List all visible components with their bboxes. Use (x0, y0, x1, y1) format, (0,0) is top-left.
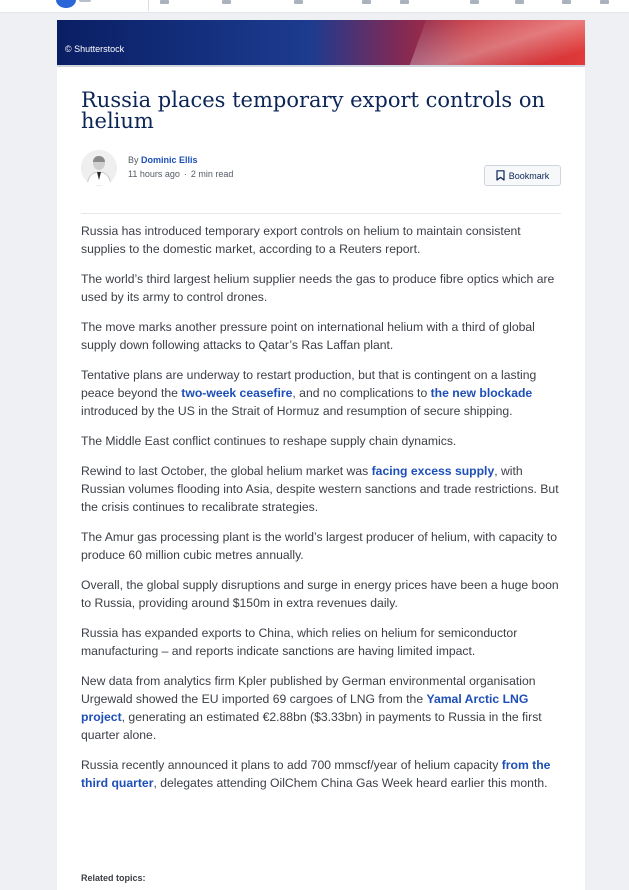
nav-icon[interactable] (160, 0, 169, 4)
related-topics-label: Related topics: (81, 873, 146, 883)
paragraph-text: The world’s third largest helium supplier needs the gas to produce fibre optics which are used by its army to control drones. (81, 272, 555, 304)
paragraph (81, 270, 561, 306)
paragraph-text: Overall, the global supply disruptions and surge in energy prices have been a huge boon to Russia, providing around $150m in extra revenues daily. (81, 578, 559, 610)
paragraph (81, 318, 561, 354)
author-avatar[interactable] (81, 150, 117, 186)
paragraph (81, 222, 561, 258)
hero-bottom-border (57, 65, 585, 67)
article-meta (128, 169, 233, 179)
link-ceasefire[interactable]: two-week ceasefire (181, 386, 293, 400)
nav-icon[interactable] (362, 0, 371, 4)
paragraph (81, 672, 561, 744)
paragraph (81, 756, 561, 792)
article-title: Russia places temporary export controls on helium (81, 88, 546, 133)
paragraph-text: Russia has expanded exports to China, which relies on helium for semiconductor manufacturing – and reports indicate sanctions are having limited impact. (81, 626, 518, 658)
paragraph (81, 576, 561, 612)
site-logo-wordmark (79, 0, 91, 2)
paragraph-text: The Middle East conflict continues to reshape supply chain dynamics. (81, 434, 457, 448)
paragraph-text: Russia recently announced it plans to add 700 mmscf/year of helium capacity (81, 758, 502, 772)
paragraph (81, 366, 561, 420)
link-new-blockade[interactable]: the new blockade (430, 386, 533, 400)
byline-prefix: By (128, 155, 139, 165)
read-time: 2 min read (190, 169, 234, 179)
top-navigation-bar (0, 0, 629, 13)
paragraph-text: , and no complications to (292, 386, 431, 400)
image-credit: © Shutterstock (65, 44, 125, 54)
link-third-quarter[interactable]: from the third quarter (81, 758, 551, 790)
paragraph-text: Tentative plans are underway to restart production, but that is contingent on a lasting peace beyond the (81, 368, 537, 400)
bookmark-label: Bookmark (508, 170, 550, 181)
paragraph-text: , with Russian volumes flooding into Asia, despite western sanctions and trade restrictions. But the crisis continues to recalibrate strategies. (81, 464, 559, 514)
paragraph (81, 462, 561, 516)
nav-icon[interactable] (222, 0, 231, 4)
nav-icon[interactable] (600, 0, 609, 4)
paragraph-text: , delegates attending OilChem China Gas Week heard earlier this month. (153, 776, 548, 790)
nav-icon[interactable] (515, 0, 524, 4)
author-link[interactable]: Dominic Ellis (141, 155, 198, 165)
nav-icon[interactable] (400, 0, 409, 4)
paragraph-text: Rewind to last October, the global helium market was (81, 464, 372, 478)
bookmark-button[interactable] (484, 165, 561, 186)
paragraph-text: The move marks another pressure point on international helium with a third of global supply down following attacks to Qatar’s Ras Laffan plant. (81, 320, 535, 352)
article-card (57, 20, 585, 890)
paragraph-text: Russia has introduced temporary export controls on helium to maintain consistent supplies to the domestic market, according to a Reuters report. (81, 224, 521, 256)
paragraph-text: introduced by the US in the Strait of Hormuz and resumption of secure shipping. (81, 404, 513, 418)
bookmark-icon (496, 170, 505, 181)
nav-icon[interactable] (470, 0, 479, 4)
nav-icon[interactable] (294, 0, 303, 4)
person-icon (81, 150, 117, 186)
nav-icon[interactable] (562, 0, 571, 4)
hero-flag-stripe (404, 20, 585, 65)
byline (128, 155, 198, 165)
meta-separator: · (183, 169, 187, 179)
paragraph (81, 432, 561, 450)
article-body (81, 222, 561, 804)
hero-image (57, 20, 585, 65)
paragraph-text: , generating an estimated €2.88bn ($3.33bn) in payments to Russia in the first quarter alone. (81, 710, 542, 742)
site-logo-icon[interactable] (56, 0, 76, 8)
paragraph-text: The Amur gas processing plant is the world’s largest producer of helium, with capacity to produce 60 million cubic metres annually. (81, 530, 557, 562)
paragraph-text: New data from analytics firm Kpler published by German environmental organisation Urgewald showed the EU imported 69 cargoes of LNG from the (81, 674, 536, 706)
publish-time: 11 hours ago (128, 169, 180, 179)
paragraph (81, 624, 561, 660)
nav-separator (148, 0, 149, 11)
link-yamal-arctic-lng[interactable]: Yamal Arctic LNG project (81, 692, 529, 724)
link-excess-supply[interactable]: facing excess supply (371, 464, 495, 478)
paragraph (81, 528, 561, 564)
meta-divider (81, 213, 561, 214)
